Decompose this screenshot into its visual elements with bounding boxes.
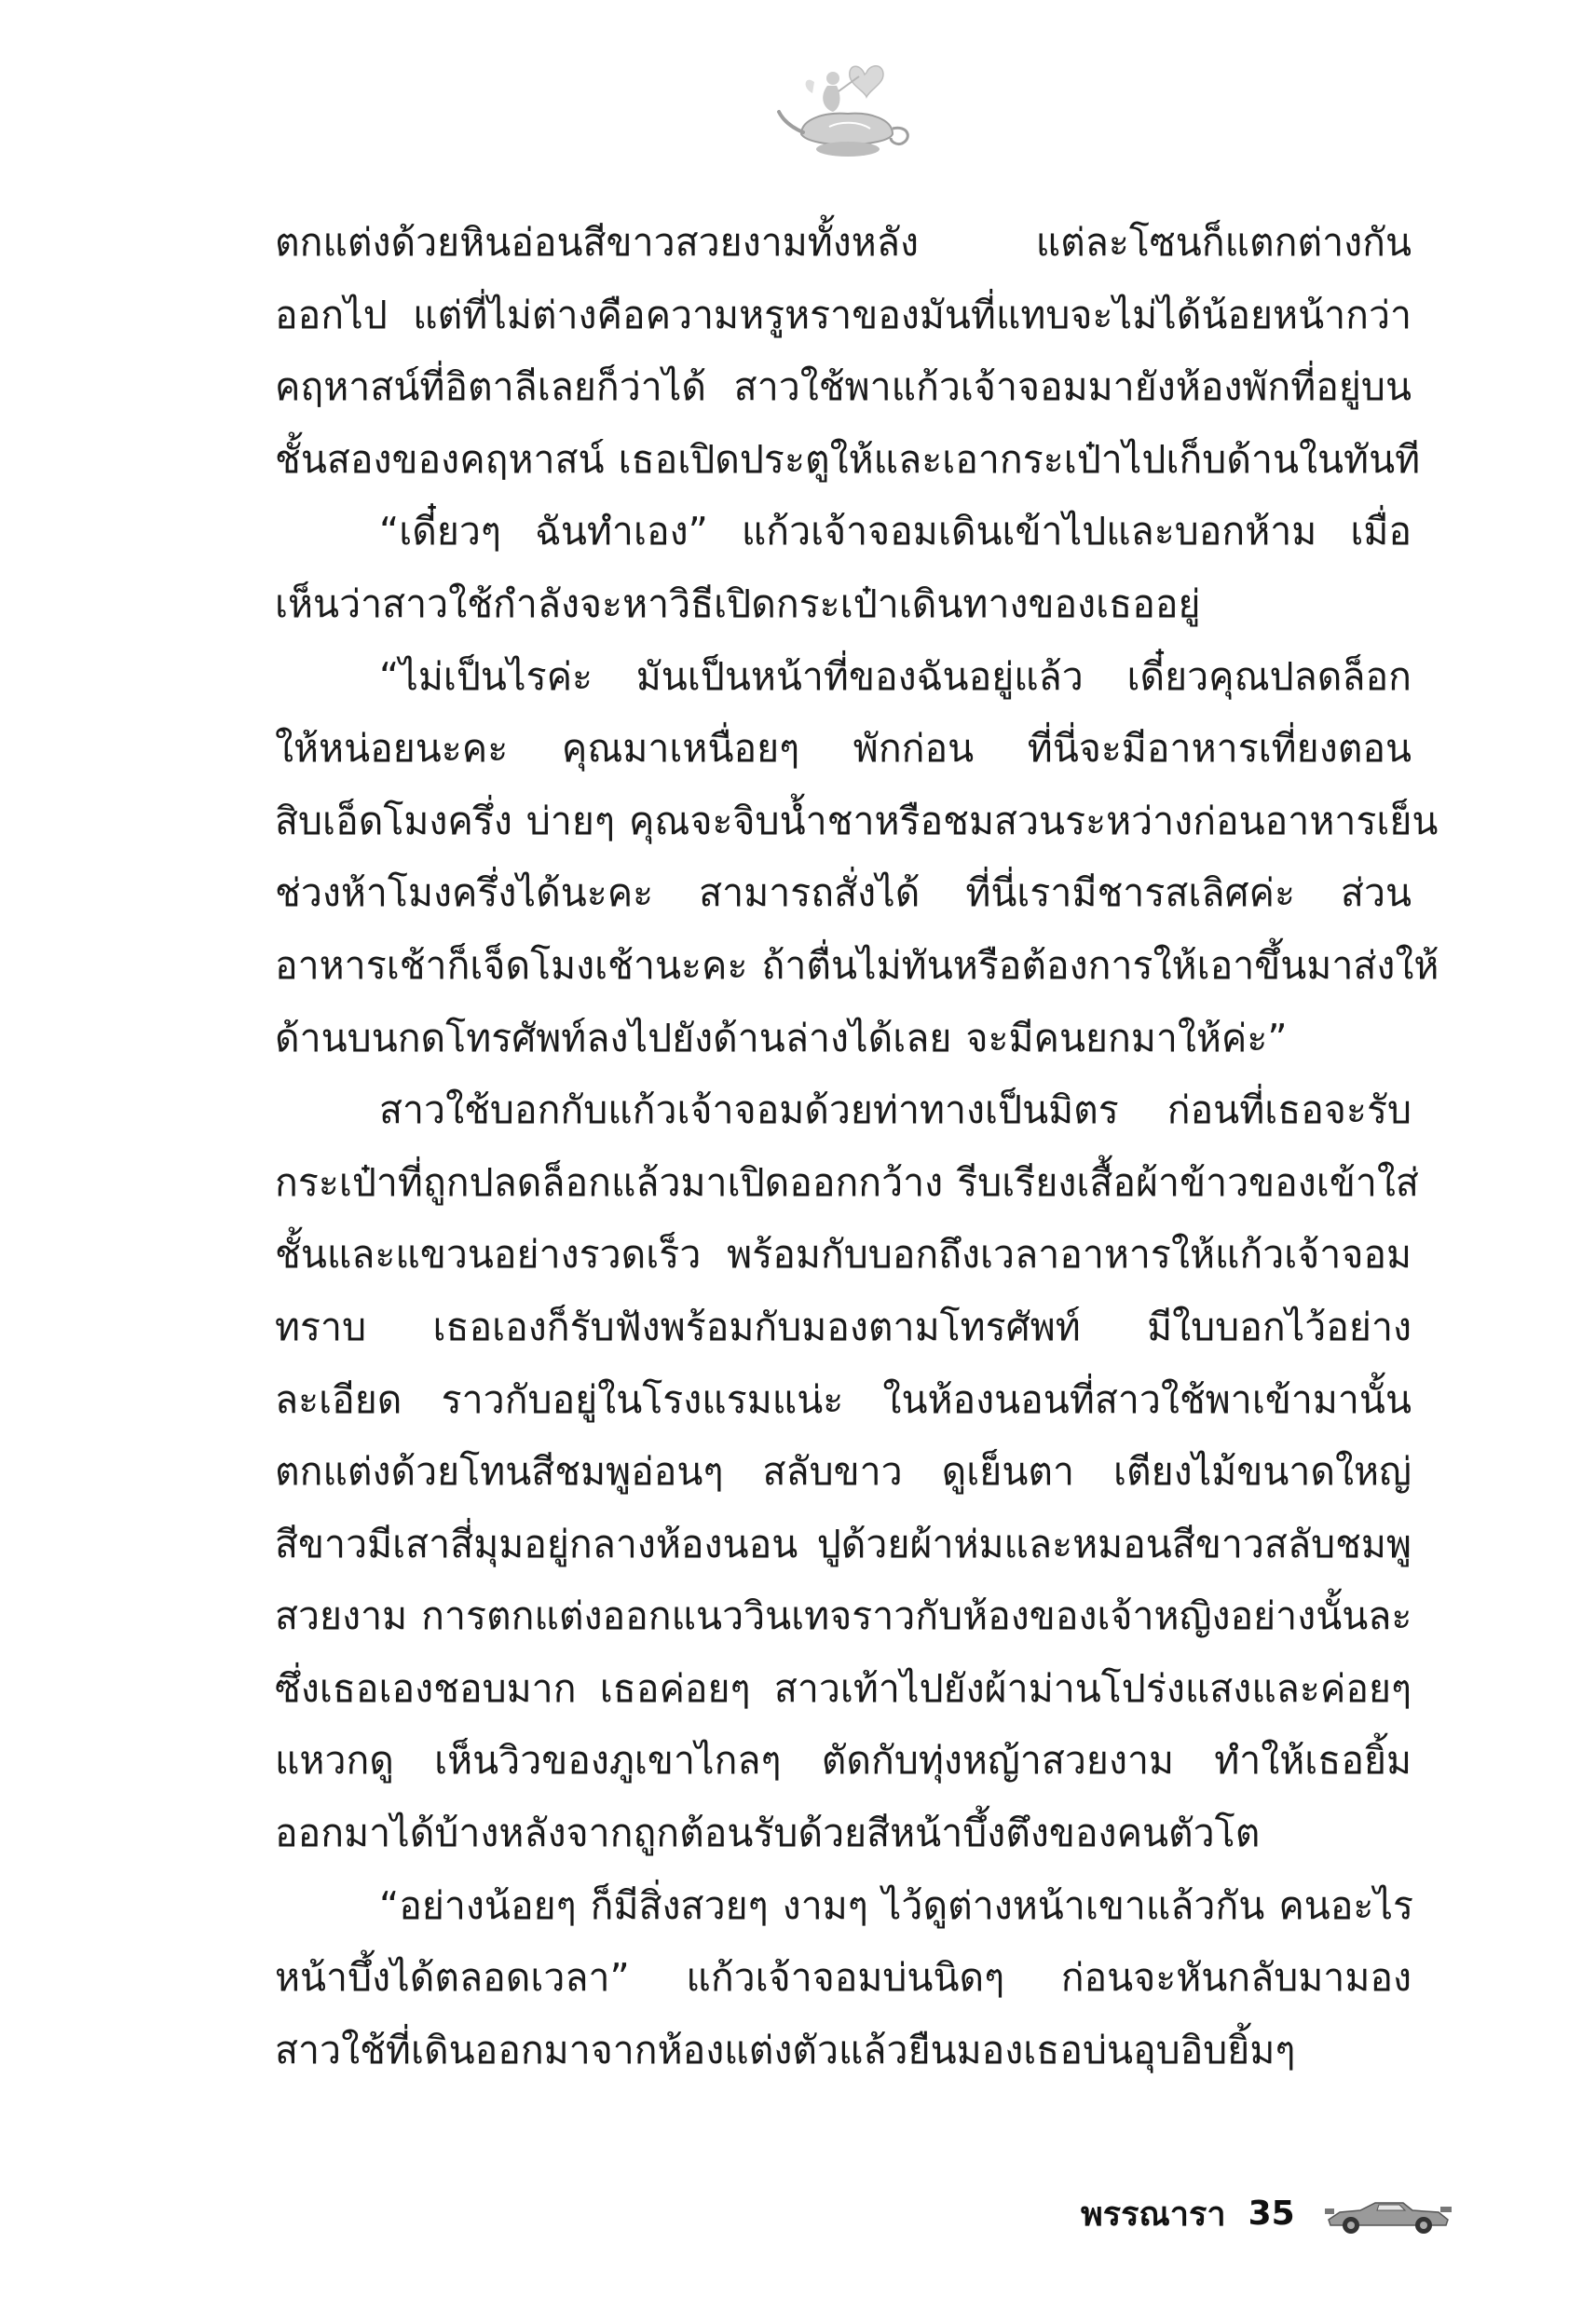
text-line: สาวใช้บอกกับแก้วเจ้าจอมด้วยท่าทางเป็นมิตร ก่อนที่เธอจะรับ: [379, 1087, 1412, 1133]
text-line: สาวใช้ที่เดินออกมาจากห้องแต่งตัวแล้วยืนมองเธอบ่นอุบอิบยิ้มๆ: [275, 2027, 1296, 2072]
page-footer: [1081, 2185, 1453, 2241]
page-number: 35: [1248, 2194, 1295, 2233]
text-line: ตกแต่งด้วยหินอ่อนสีขาวสวยงามทั้งหลัง แต่ละโซนก็แตกต่างกัน: [275, 220, 1412, 265]
text-line: ให้หน่อยนะคะ คุณมาเหนื่อยๆ พักก่อน ที่นี่จะมีอาหารเที่ยงตอน: [275, 726, 1412, 772]
text-line: กระเป๋าที่ถูกปลดล็อกแล้วมาเปิดออกกว้าง รีบเรียงเสื้อผ้าข้าวของเข้าใส่: [275, 1159, 1419, 1205]
text-line: ทราบ เธอเองก็รับฟังพร้อมกับมองตามโทรศัพท์ มีใบบอกไว้อย่าง: [275, 1304, 1412, 1349]
text-line: “อย่างน้อยๆ ก็มีสิ่งสวยๆ งามๆ ไว้ดูต่างหน้าเขาแล้วกัน คนอะไร: [379, 1882, 1414, 1928]
teapot-cupid-logo-icon: [773, 54, 922, 164]
text-line: ช่วงห้าโมงครึ่งได้นะคะ สามารถสั่งได้ ที่นี่เรามีชารสเลิศค่ะ ส่วน: [275, 870, 1412, 916]
text-line: ด้านบนกดโทรศัพท์ลงไปยังด้านล่างได้เลย จะมีคนยกมาให้ค่ะ”: [275, 1015, 1288, 1060]
body-text: [275, 207, 1439, 2086]
text-line: ตกแต่งด้วยโทนสีชมพูอ่อนๆ สลับขาว ดูเย็นตา เตียงไม้ขนาดใหญ่: [275, 1449, 1412, 1495]
text-line: อาหารเช้าก็เจ็ดโมงเช้านะคะ ถ้าตื่นไม่ทันหรือต้องการให้เอาขึ้นมาส่งให้: [275, 942, 1439, 988]
text-line: สีขาวมีเสาสี่มุมอยู่กลางห้องนอน ปูด้วยผ้าห่มและหมอนสีขาวสลับชมพู: [275, 1521, 1412, 1566]
text-line: “ไม่เป็นไรค่ะ มันเป็นหน้าที่ของฉันอยู่แล้ว เดี๋ยวคุณปลดล็อก: [379, 653, 1412, 699]
text-line: ชั้นสองของคฤหาสน์ เธอเปิดประตูให้และเอากระเป๋าไปเก็บด้านในทันที: [275, 436, 1421, 482]
paragraph: [275, 1870, 1412, 2087]
book-title: พรรณารา: [1081, 2195, 1226, 2234]
text-line: เห็นว่าสาวใช้กำลังจะหาวิธีเปิดกระเป๋าเดินทางของเธออยู่: [275, 581, 1201, 626]
text-line: คฤหาสน์ที่อิตาลีเลยก็ว่าได้ สาวใช้พาแก้วเจ้าจอมมายังห้องพักที่อยู่บน: [275, 364, 1412, 410]
paragraph: [275, 1074, 1419, 1870]
text-line: ออกไป แต่ที่ไม่ต่างคือความหรูหราของมันที่แทบจะไม่ได้น้อยหน้ากว่า: [275, 292, 1412, 337]
text-line: หน้าบึ้งได้ตลอดเวลา” แก้วเจ้าจอมบ่นนิดๆ ก่อนจะหันกลับมามอง: [275, 1955, 1412, 2001]
paragraph: [275, 207, 1421, 496]
text-line: “เดี๋ยวๆ ฉันทำเอง” แก้วเจ้าจอมเดินเข้าไปและบอกห้าม เมื่อ: [379, 509, 1412, 554]
text-line: สิบเอ็ดโมงครึ่ง บ่ายๆ คุณจะจิบน้ำชาหรือชมสวนระหว่างก่อนอาหารเย็น: [275, 798, 1439, 843]
paragraph: [275, 641, 1439, 1075]
text-line: ออกมาได้บ้างหลังจากถูกต้อนรับด้วยสีหน้าบึ้งตึงของคนตัวโต: [275, 1811, 1261, 1856]
text-line: ละเอียด ราวกับอยู่ในโรงแรมแน่ะ ในห้องนอนที่สาวใช้พาเข้ามานั้น: [275, 1376, 1412, 1422]
paragraph: [275, 496, 1412, 640]
text-line: แหวกดู เห็นวิวของภูเขาไกลๆ ตัดกับทุ่งหญ้าสวยงาม ทำให้เธอยิ้ม: [275, 1738, 1412, 1784]
text-line: ซึ่งเธอเองชอบมาก เธอค่อยๆ สาวเท้าไปยังผ้าม่านโปร่งแสงและค่อยๆ: [275, 1665, 1412, 1711]
text-line: สวยงาม การตกแต่งออกแนววินเทจราวกับห้องของเจ้าหญิงอย่างนั้นละ: [275, 1593, 1412, 1639]
text-line: ชั้นและแขวนอย่างรวดเร็ว พร้อมกับบอกถึงเวลาอาหารให้แก้วเจ้าจอม: [275, 1232, 1412, 1278]
race-car-icon: [1323, 2192, 1453, 2235]
